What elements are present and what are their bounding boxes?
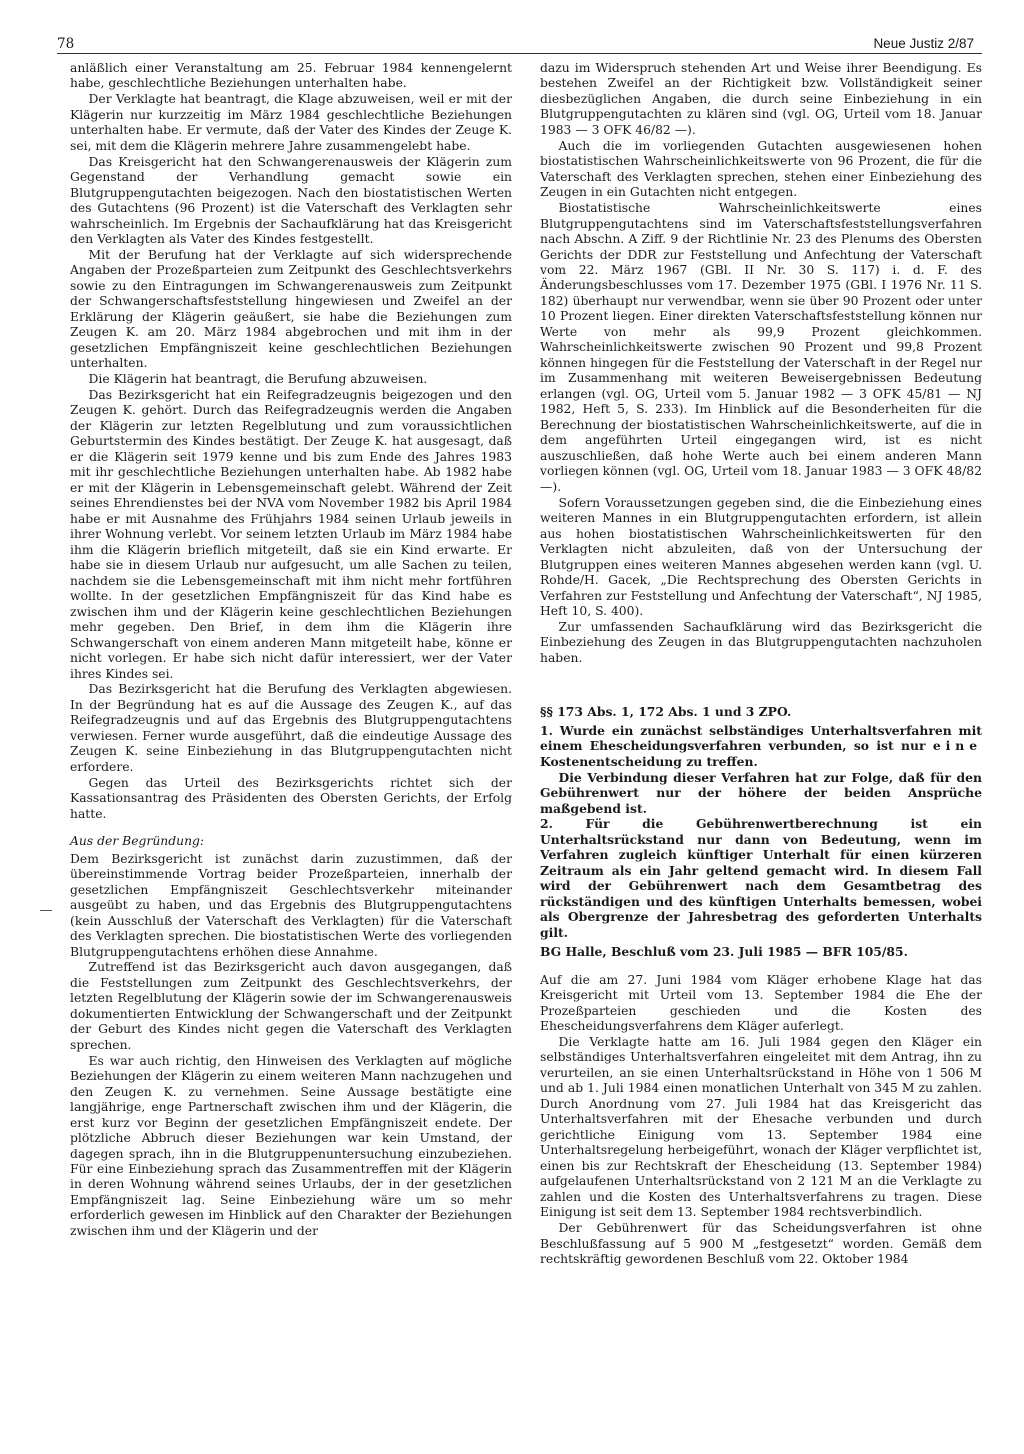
- page-number: 78: [57, 36, 75, 52]
- headnote-1: [540, 723, 982, 769]
- paragraph: Gegen das Urteil des Bezirksgerichts richtet sich der Kassationsantrag des Präsidenten des Obersten Gerichts, der Erfolg hatte.: [70, 775, 512, 821]
- paragraph: Dem Bezirksgericht ist zunächst darin zuzustimmen, daß der übereinstimmende Vortrag beider Prozeßparteien, innerhalb der gesetzlichen Empfängniszeit Geschlechtsverkehr miteinander ausgeübt zu haben, und das Ergebnis des Blutgruppengutachtens (kein Ausschluß der Vaterschaft des Verklagten) für die Vaterschaft des Verklagten sprechen. Die biostatistischen Werte des vorliegenden Blutgruppengutachtens erhöhen diese Annahme.: [70, 851, 512, 959]
- margin-mark: [40, 910, 52, 911]
- paragraph: Sofern Voraussetzungen gegeben sind, die die Einbeziehung eines weiteren Mannes in ein Blutgruppengutachten erfordern, ist allein aus hohen biostatistischen Wahrscheinlichkeitswerten für den Verklagten nicht abzuleiten, daß von der Untersuchung der Blutgruppen eines weiteren Mannes abgesehen werden kann (vgl. U. Rohde/H. Gacek, „Die Rechtsprechung des Obersten Gerichts in Verfahren zur Feststellung und Anfechtung der Vaterschaft“, NJ 1985, Heft 10, S. 400).: [540, 495, 982, 618]
- paragraph: Zutreffend ist das Bezirksgericht auch davon ausgegangen, daß die Feststellungen zum Zeitpunkt des Geschlechtsverkehrs, der letzten Regelblutung der Klägerin sowie der im Schwangerenausweis dokumentierten Entwicklung der Schwangerschaft und der Zeitpunkt der Geburt des Kindes nicht gegen die Vaterschaft des Verklagten sprechen.: [70, 960, 512, 1052]
- paragraph: Auch die im vorliegenden Gutachten ausgewiesenen hohen biostatistischen Wahrscheinlichkeitswerte von 96 Prozent, die für die Vaterschaft des Verklagten sprechen, stehen einer Einbeziehung des Zeugen in ein Gutachten nicht entgegen.: [540, 138, 982, 200]
- paragraph: Es war auch richtig, den Hinweisen des Verklagten auf mögliche Beziehungen der Klägerin zu einem weiteren Mann nachzugehen und den Zeugen K. zu vernehmen. Seine Aussage bestätigte eine langjährige, enge Partnerschaft zwischen ihm und der Klägerin, die erst kurz vor Beginn der gesetzlichen Empfängniszeit endete. Der plötzliche Abbruch dieser Beziehungen war kein Umstand, der dagegen sprach, ihn in die Blutgruppenuntersuchung einzubeziehen. Für eine Einbeziehung sprach das Zusammentreffen mit der Klägerin in deren Wohnung während seines Urlaubs, der in der gesetzlichen Empfängniszeit lag. Seine Einbeziehung wäre um so mehr erforderlich gewesen im Hinblick auf den Charakter der Beziehungen zwischen ihm und der Klägerin und der: [70, 1053, 512, 1238]
- paragraph: Der Verklagte hat beantragt, die Klage abzuweisen, weil er mit der Klägerin nur kurzzeitig im März 1984 geschlechtliche Beziehungen unterhalten habe. Er vermute, daß der Vater des Kindes der Zeuge K. sei, mit dem die Klägerin mehrere Jahre zusammengelebt habe.: [70, 92, 512, 153]
- paragraph: anläßlich einer Veranstaltung am 25. Februar 1984 kennengelernt habe, geschlechtliche Beziehungen unterhalten habe.: [70, 61, 512, 91]
- paragraph: dazu im Widerspruch stehenden Art und Weise ihrer Beendigung. Es bestehen Zweifel an der Richtigkeit bzw. Vollständigkeit seiner diesbezüglichen Angaben, die durch seine Einbeziehung in ein Blutgruppengutachten zu klären sind (vgl. OG, Urteil vom 18. Januar 1983 — 3 OFK 46/82 —).: [540, 61, 982, 137]
- paragraph: Das Kreisgericht hat den Schwangerenausweis der Klägerin zum Gegenstand der Verhandlung gemacht sowie ein Blutgruppengutachten beigezogen. Nach den biostatistischen Werten des Gutachtens (96 Prozent) ist die Vaterschaft des Verklagten sehr wahrscheinlich. Im Ergebnis der Sachaufklärung hat das Kreisgericht den Verklagten als Vater des Kindes festgestellt.: [70, 154, 512, 247]
- paragraph: Auf die am 27. Juni 1984 vom Kläger erhobene Klage hat das Kreisgericht mit Urteil vom 13. September 1984 die Ehe der Prozeßparteien geschieden und die Kosten des Ehescheidungsverfahrens dem Kläger auferlegt.: [540, 972, 982, 1034]
- headnote-1-tail: Kostenentscheidung zu treffen.: [540, 753, 758, 769]
- left-column: [70, 61, 512, 1240]
- paragraph: Die Verklagte hatte am 16. Juli 1984 gegen den Kläger ein selbständiges Unterhaltsverfahren eingeleitet mit dem Antrag, ihn zu verurteilen, an sie einen Unterhaltsrückstand in Höhe von 1 506 M und ab 1. Juli 1984 einen monatlichen Unterhalt von 345 M zu zahlen. Durch Anordnung vom 27. Juli 1984 hat das Kreisgericht das Unterhaltsverfahren mit der Ehesache verbunden und durch gerichtliche Einigung vom 13. September 1984 eine Unterhaltsregelung herbeigeführt, wonach der Kläger verpflichtet ist, einen bis zur Rechtskraft der Ehescheidung (13. September 1984) aufgelaufenen Unterhaltsrückstand von 2 121 M an die Verklagte zu zahlen und die Kosten des Unterhaltsverfahrens zu tragen. Diese Einigung ist seit dem 13. September 1984 rechtsverbindlich.: [540, 1034, 982, 1220]
- headnote-2: 2. Für die Gebührenwertberechnung ist ein Unterhaltsrückstand nur dann von Bedeutung, wenn im Verfahren zugleich künftiger Unterhalt für einen kürzeren Zeitraum als ein Jahr geltend gemacht wird. In diesem Fall wird der Gebührenwert nach dem Gesamtbetrag des rückständigen und des künftigen Unterhalts bemessen, wobei als Obergrenze der Jahresbetrag des geforderten Unterhalts gilt.: [540, 816, 982, 940]
- court-citation: BG Halle, Beschluß vom 23. Juli 1985 — BFR 105/85.: [540, 944, 908, 960]
- header-rule: [57, 53, 982, 54]
- section-heading: Aus der Begründung:: [70, 834, 205, 849]
- headnote-1-text: 1. Wurde ein zunächst selbständiges Unterhaltsverfahren mit einem Ehescheidungsverfahren verbunden, so ist nur: [540, 722, 982, 754]
- paragraph: Mit der Berufung hat der Verklagte auf sich widersprechende Angaben der Prozeßparteien zum Zeitpunkt des Geschlechtsverkehrs sowie zu den Eintragungen im Schwangerenausweis zum Zeitpunkt der Schwangerschaftsfeststellung hingewiesen und Zweifel an der Erklärung der Klägerin geäußert, sie habe die Beziehungen zum Zeugen K. am 20. März 1984 abgebrochen und mit ihm in der gesetzlichen Empfängniszeit keine geschlechtlichen Beziehungen unterhalten.: [70, 247, 512, 371]
- paragraph: Das Bezirksgericht hat ein Reifegradzeugnis beigezogen und den Zeugen K. gehört. Durch das Reifegradzeugnis werden die Angaben der Klägerin zur letzten Regelblutung und zum voraussichtlichen Geburtstermin des Kindes bestätigt. Der Zeuge K. hat ausgesagt, daß er die Klägerin seit 1979 kenne und bis zum Ende des Jahres 1983 mit ihr geschlechtliche Beziehungen unterhalten habe. Ab 1982 habe er mit der Klägerin in Lebensgemeinschaft gelebt. Während der Zeit seines Ehrendienstes bei der NVA vom November 1982 bis April 1984 habe er mit Ausnahme des Frühjahrs 1984 seinen Urlaub jeweils in ihrer Wohnung verlebt. Vor seinem letzten Urlaub im März 1984 habe ihm die Klägerin brieflich mitgeteilt, daß sie ein Kind erwarte. Er habe sie in diesem Urlaub nur aufgesucht, um alle Sachen zu teilen, nachdem sie die Lebensgemeinschaft mit ihm nicht mehr fortführen wollte. In der gesetzlichen Empfängniszeit für das Kind habe es zwischen ihm und der Klägerin keine geschlechtlichen Beziehungen mehr gegeben. Den Brief, in dem ihm die Klägerin ihre Schwangerschaft von einem anderen Mann mitgeteilt habe, könne er nicht vorlegen. Er habe sich nicht dafür interessiert, wer der Vater ihres Kindes sei.: [70, 387, 512, 681]
- statute-reference: §§ 173 Abs. 1, 172 Abs. 1 und 3 ZPO.: [540, 704, 792, 720]
- paragraph: Biostatistische Wahrscheinlichkeitswerte eines Blutgruppengutachtens sind im Vaterschaftsfeststellungsverfahren nach Abschn. A Ziff. 9 der Richtlinie Nr. 23 des Plenums des Obersten Gerichts der DDR zur Feststellung und Anfechtung der Vaterschaft vom 22. März 1967 (GBl. II Nr. 30 S. 117) i. d. F. des Änderungsbeschlusses vom 17. Dezember 1975 (GBl. I 1976 Nr. 11 S. 182) überhaupt nur verwendbar, wenn sie über 90 Prozent oder unter 10 Prozent liegen. Einer direkten Vaterschaftsfeststellung können nur Werte von mehr als 99,9 Prozent gleichkommen. Wahrscheinlichkeitswerte zwischen 90 Prozent und 99,8 Prozent können hingegen für die Feststellung der Vaterschaft in der Regel nur im Zusammenhang mit weiteren Beweisergebnissen Bedeutung erlangen (vgl. OG, Urteil vom 5. Januar 1982 — 3 OFK 45/81 — NJ 1982, Heft 5, S. 233). Im Hinblick auf die Besonderheiten für die Berechnung der biostatistischen Wahrscheinlichkeitswerte, auf die in dem angeführten Urteil eingegangen wird, ist es nicht auszuschließen, daß hohe Werte auch bei einem anderen Mann vorliegen können (vgl. OG, Urteil vom 18. Januar 1983 — 3 OFK 48/82 —).: [540, 201, 982, 494]
- headnote-1-emphasis: eine: [932, 738, 982, 754]
- headnote-1-continued: Die Verbindung dieser Verfahren hat zur Folge, daß für den Gebührenwert nur der höhere der beiden Ansprüche maßgebend ist.: [540, 769, 982, 816]
- paragraph: Zur umfassenden Sachaufklärung wird das Bezirksgericht die Einbeziehung des Zeugen in das Blutgruppengutachten nachzuholen haben.: [540, 619, 982, 665]
- right-column: [540, 61, 982, 1268]
- journal-issue: Neue Justiz 2/87: [873, 36, 974, 51]
- paragraph: Die Klägerin hat beantragt, die Berufung abzuweisen.: [88, 372, 428, 387]
- paragraph: Das Bezirksgericht hat die Berufung des Verklagten abgewiesen. In der Begründung hat es auf die Aussage des Zeugen K., auf das Reifegradzeugnis und auf das Ergebnis des Blutgruppengutachtens verwiesen. Ferner wurde ausgeführt, daß die eindeutige Aussage des Zeugen K. seine Einbeziehung in das Blutgruppengutachten nicht erfordere.: [70, 682, 512, 774]
- paragraph: Der Gebührenwert für das Scheidungsverfahren ist ohne Beschlußfassung auf 5 900 M „festgesetzt“ worden. Gemäß dem rechtskräftig gewordenen Beschluß vom 22. Oktober 1984: [540, 1221, 982, 1267]
